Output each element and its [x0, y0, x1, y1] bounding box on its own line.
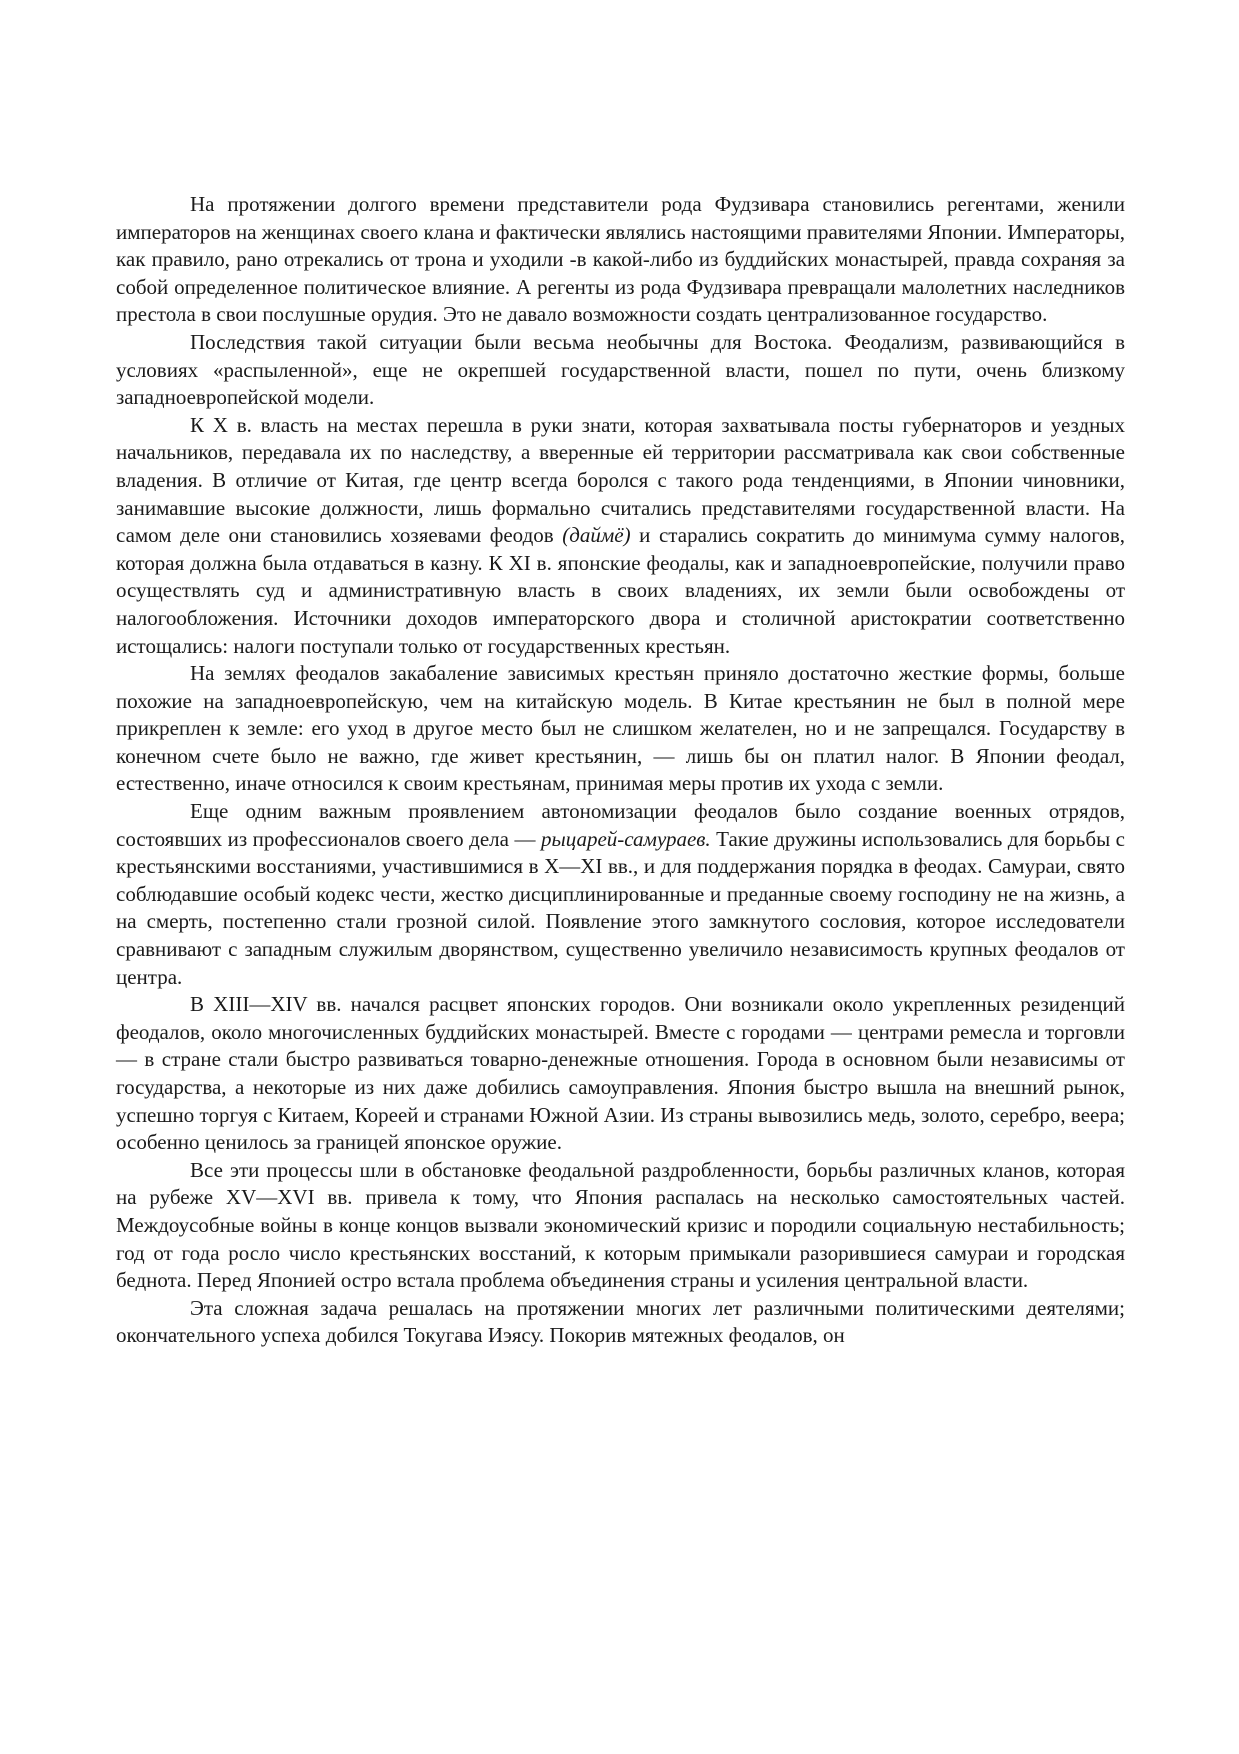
document-page — [116, 191, 1125, 1350]
paragraph-tokugawa — [116, 1295, 1125, 1350]
paragraph-text: и старались сократить до минимума сумму налогов, которая должна была отдаваться в казну. К XI в. японские феодалы, как и западноевропейские, получили право осуществлять суд и административную власть в своих владениях, их земли были освобождены от налогообложения. Источники доходов императорского двора и столичной аристократии соответственно истощались: налоги поступали только от государственных крестьян. — [116, 523, 1126, 658]
paragraph-fragmentation — [116, 1157, 1125, 1295]
paragraph-text: К X в. власть на местах перешла в руки знати, которая захватывала посты губернаторов и уездных начальников, передавала их по наследству, а вверенные ей территории рассматривала как свои собственные владения. В отличие от Китая, где центр всегда боролся с такого рода тенденциями, в Японии чиновники, занимавшие высокие должности, лишь формально считались представителями государственной власти. На самом деле они становились хозяевами феодов — [116, 412, 1125, 548]
paragraph-local-power — [116, 412, 1125, 660]
paragraph-text: На протяжении долгого времени представители рода Фудзивара становились регентами, женили императоров на женщинах своего клана и фактически являлись настоящими правителями Японии. Императоры, как правило, рано отрекались от трона и уходили -в какой-либо из буддийских монастырей, правда сохраняя за собой определенное политическое влияние. А регенты из рода Фудзивара превращали малолетних наследников престола в свои послушные орудия. Это не давало возможности создать централизованное государство. — [116, 192, 1125, 327]
paragraph-text: Такие дружины использовались для борьбы с крестьянскими восстаниями, участившимися в X—XI вв., и для поддержания порядка в феодах. Самураи, свято соблюдавшие особый кодекс чести, жестко дисциплинированные и преданные своему господину не на жизнь, а на смерть, постепенно стали грозной силой. Появление этого замкнутого сословия, которое исследователи сравнивают с западным служилым дворянством, существенно увеличило независимость крупных феодалов от центра. — [116, 826, 1125, 989]
paragraph-text: В XIII—XIV вв. начался расцвет японских городов. Они возникали около укрепленных резиденций феодалов, около многочисленных буддийских монастырей. Вместе с городами — центрами ремесла и торговли — в стране стали быстро развиваться товарно-денежные отношения. Города в основном были независимы от государства, а некоторые из них даже добились самоуправления. Япония быстро вышла на внешний рынок, успешно торгуя с Китаем, Кореей и странами Южной Азии. Из страны вывозились медь, золото, серебро, веера; особенно ценилось за границей японское оружие. — [116, 992, 1125, 1155]
paragraph-fujiwara-regents — [116, 191, 1125, 329]
paragraph-peasants — [116, 660, 1125, 798]
paragraph-text: На землях феодалов закабаление зависимых крестьян приняло достаточно жесткие формы, больше похожие на западноевропейскую, чем на китайскую модель. В Китае крестьянин не был в полной мере прикреплен к земле: его уход в другое место был не слишком желателен, но и не запрещался. Государству в конечном счете было не важно, где живет крестьянин, — лишь бы он платил налог. В Японии феодал, естественно, иначе относился к своим крестьянам, принимая меры против их ухода с земли. — [116, 661, 1125, 796]
paragraph-text: Эта сложная задача решалась на протяжении многих лет различными политическими деятелями; окончательного успеха добился Токугава Иэясу. Покорив мятежных феодалов, он — [116, 1295, 1125, 1348]
paragraph-text: Последствия такой ситуации были весьма необычны для Востока. Феодализм, развивающийся в условиях «распыленной», еще не окрепшей государственной власти, пошел по пути, очень близкому западноевропейской модели. — [116, 329, 1125, 410]
paragraph-consequences — [116, 329, 1125, 412]
paragraph-text: Еще одним важным проявлением автономизации феодалов было создание военных отрядов, состоявших из профессионалов своего дела — — [116, 799, 1125, 851]
italic-term-samurai: рыцарей-самураев. — [540, 826, 711, 851]
italic-term-daimyo: (даймё) — [562, 523, 631, 548]
paragraph-samurai — [116, 798, 1125, 991]
paragraph-text: Все эти процессы шли в обстановке феодальной раздробленности, борьбы различных кланов, которая на рубеже XV—XVI вв. привела к тому, что Япония распалась на несколько самостоятельных частей. Междоусобные войны в конце концов вызвали экономический кризис и породили социальную нестабильность; год от года росло число крестьянских восстаний, к которым примыкали разорившиеся самураи и городская беднота. Перед Японией остро встала проблема объединения страны и усиления центральной власти. — [116, 1157, 1125, 1293]
paragraph-cities — [116, 991, 1125, 1157]
